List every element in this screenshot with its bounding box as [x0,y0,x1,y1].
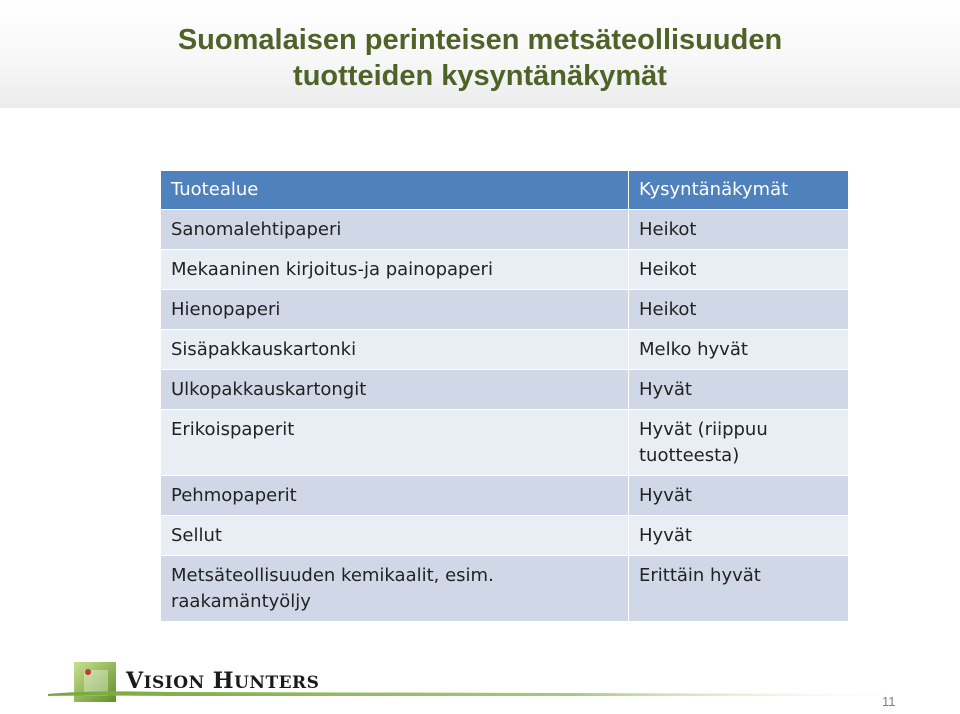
product-cell: Mekaaninen kirjoitus-ja painopaperi [161,250,629,290]
outlook-cell: Hyvät [629,370,849,410]
title-line-1: Suomalaisen perinteisen metsäteollisuuden [177,24,783,56]
outlook-cell: Hyvät (riippuu tuotteesta) [629,410,849,476]
header-demand-outlook: Kysyntänäkymät [629,171,849,210]
outlook-cell: Heikot [629,250,849,290]
demand-outlook-table [160,170,849,622]
outlook-cell: Hyvät [629,516,849,556]
table-row [161,290,849,330]
product-cell: Hienopaperi [161,290,629,330]
product-cell: Sanomalehtipaperi [161,210,629,250]
table-row [161,250,849,290]
table-row [161,476,849,516]
outlook-cell: Melko hyvät [629,330,849,370]
table-row [161,556,849,622]
brand-initial-v: V [126,668,144,694]
product-cell: Sisäpakkauskartonki [161,330,629,370]
brand-initial-h: H [212,668,235,694]
title-line-2: tuotteiden kysyntänäkymät [293,60,667,92]
product-cell: Pehmopaperit [161,476,629,516]
table-row [161,330,849,370]
slide-title [0,22,960,94]
table-header-row [161,171,849,210]
page-number: 11 [882,694,896,709]
brand-wordmark [126,668,319,694]
table-row [161,410,849,476]
brand-rest-unters: UNTERS [234,673,320,693]
brand-rest-ision: ISION [143,673,205,693]
header-product-area: Tuotealue [161,171,629,210]
product-cell: Ulkopakkauskartongit [161,370,629,410]
outlook-cell: Heikot [629,290,849,330]
table-row [161,210,849,250]
product-cell: Erikoispaperit [161,410,629,476]
product-cell: Sellut [161,516,629,556]
outlook-cell: Heikot [629,210,849,250]
table-row [161,370,849,410]
product-cell: Metsäteollisuuden kemikaalit, esim. raakamäntyöljy [161,556,629,622]
outlook-cell: Erittäin hyvät [629,556,849,622]
outlook-cell: Hyvät [629,476,849,516]
table-row [161,516,849,556]
